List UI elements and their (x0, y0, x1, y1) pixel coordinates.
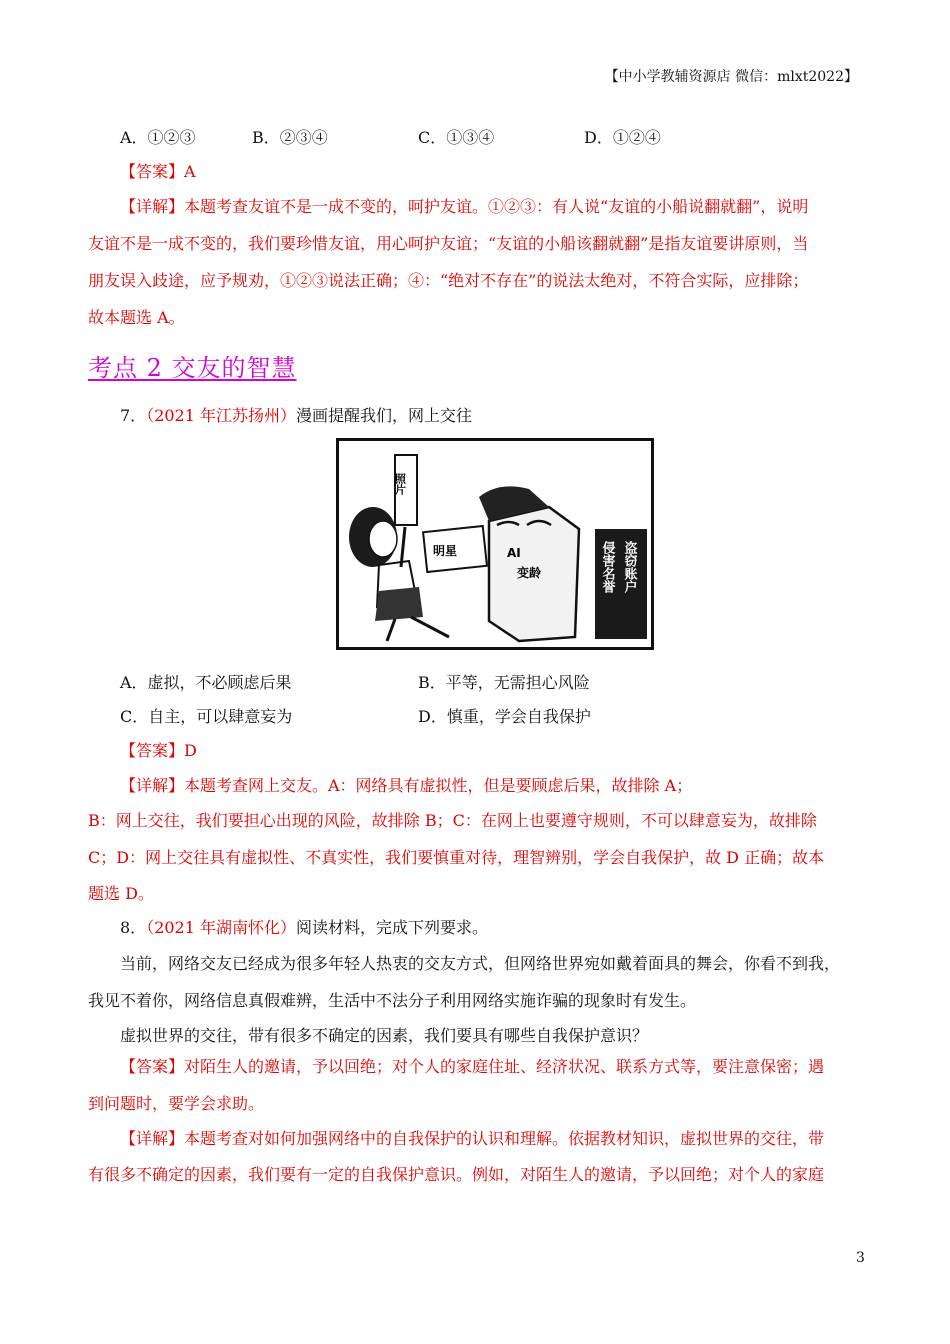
q7-comic-image (336, 438, 654, 650)
q8-detail-line: 有很多不确定的因素，我们要有一定的自我保护意识。例如，对陌生人的邀请，予以回绝；对个人的家庭 (88, 1165, 825, 1184)
q6-option-c: C．①③④ (418, 128, 495, 147)
q6-detail-line: 友谊不是一成不变的，我们要珍惜友谊，用心呵护友谊；“友谊的小船该翻就翻”是指友谊要讲原则，当 (88, 234, 809, 253)
comic-drawing (339, 441, 651, 647)
comic-label-sign-b: 盗窃账户 (621, 541, 637, 593)
comic-label-ai: AI (507, 546, 521, 560)
q7-option-b: B．平等，无需担心风险 (418, 673, 590, 692)
comic-label-change-age: 变龄 (517, 566, 542, 580)
q7-answer: 【答案】D (120, 741, 197, 760)
q8-material-line: 我见不着你，网络信息真假难辨，生活中不法分子利用网络实施诈骗的现象时有发生。 (88, 991, 697, 1010)
comic-girl-legs (387, 617, 449, 641)
q7-detail-line: B：网上交往，我们要担心出现的风险，故排除 B；C：在网上也要遵守规则，不可以肆意妄为，故排除 (88, 811, 817, 830)
q8-detail-line: 【详解】本题考查对如何加强网络中的自我保护的认识和理解。依据教材知识，虚拟世界的交往，带 (120, 1129, 825, 1148)
q8-source: （2021 年湖南怀化） (146, 918, 296, 937)
q7-detail-line: 题选 D。 (88, 884, 154, 903)
q6-option-d: D．①②④ (584, 128, 661, 147)
comic-label-photo: 照片 (393, 473, 407, 495)
q8-stem (120, 918, 488, 938)
q7-option-a: A．虚拟，不必顾虑后果 (120, 673, 292, 692)
q6-option-a: A．①②③ (120, 128, 196, 147)
section-title: 考点 2 交友的智慧 (88, 354, 297, 382)
comic-label-star: 明星 (433, 544, 458, 558)
comic-girl-face (369, 521, 397, 557)
q7-option-d: D．慎重，学会自我保护 (418, 707, 591, 726)
q8-prompt: 虚拟世界的交往，带有很多不确定的因素，我们要具有哪些自我保护意识？ (120, 1026, 649, 1045)
q8-answer-line: 【答案】对陌生人的邀请，予以回绝；对个人的家庭住址、经济状况、联系方式等，要注意保密；遇 (120, 1057, 825, 1076)
q6-detail-line: 【详解】本题考查友谊不是一成不变的，呵护友谊。①②③：有人说“友谊的小船说翻就翻”，说明 (120, 197, 809, 216)
comic-label-sign-a: 侵害名誉 (599, 541, 615, 593)
q8-material-line: 当前，网络交友已经成为很多年轻人热衷的交友方式，但网络世界宛如戴着面具的舞会，你看不到我， (120, 954, 841, 973)
q7-source: （2021 年江苏扬州） (146, 406, 296, 425)
q7-option-c: C．自主，可以肆意妄为 (120, 707, 293, 726)
q7-detail-line: C；D：网上交往具有虚拟性、不真实性，我们要慎重对待，理智辨别，学会自我保护，故 D 正确；故本 (88, 848, 825, 867)
q8-question: 阅读材料，完成下列要求。 (296, 918, 489, 937)
header-source-tag: 【中小学教辅资源店 微信：mlxt2022】 (604, 69, 858, 85)
q8-number: 8． (120, 918, 147, 937)
comic-girl-skirt (375, 587, 423, 621)
q7-detail-line: 【详解】本题考查网上交友。A：网络具有虚拟性，但是要顾虑后果，故排除 A； (120, 776, 693, 795)
q6-detail-line: 故本题选 A。 (88, 308, 185, 327)
q6-detail-line: 朋友误入歧途，应予规劝，①②③说法正确；④：“绝对不存在”的说法太绝对，不符合实际，应排除； (88, 271, 809, 290)
q7-number: 7． (120, 406, 147, 425)
page-number: 3 (856, 1250, 865, 1266)
q8-answer-line: 到问题时，要学会求助。 (88, 1094, 265, 1113)
q7-stem (120, 406, 472, 426)
q6-answer: 【答案】A (120, 162, 196, 181)
q7-question: 漫画提醒我们，网上交往 (296, 406, 473, 425)
q6-option-b: B．②③④ (252, 128, 328, 147)
